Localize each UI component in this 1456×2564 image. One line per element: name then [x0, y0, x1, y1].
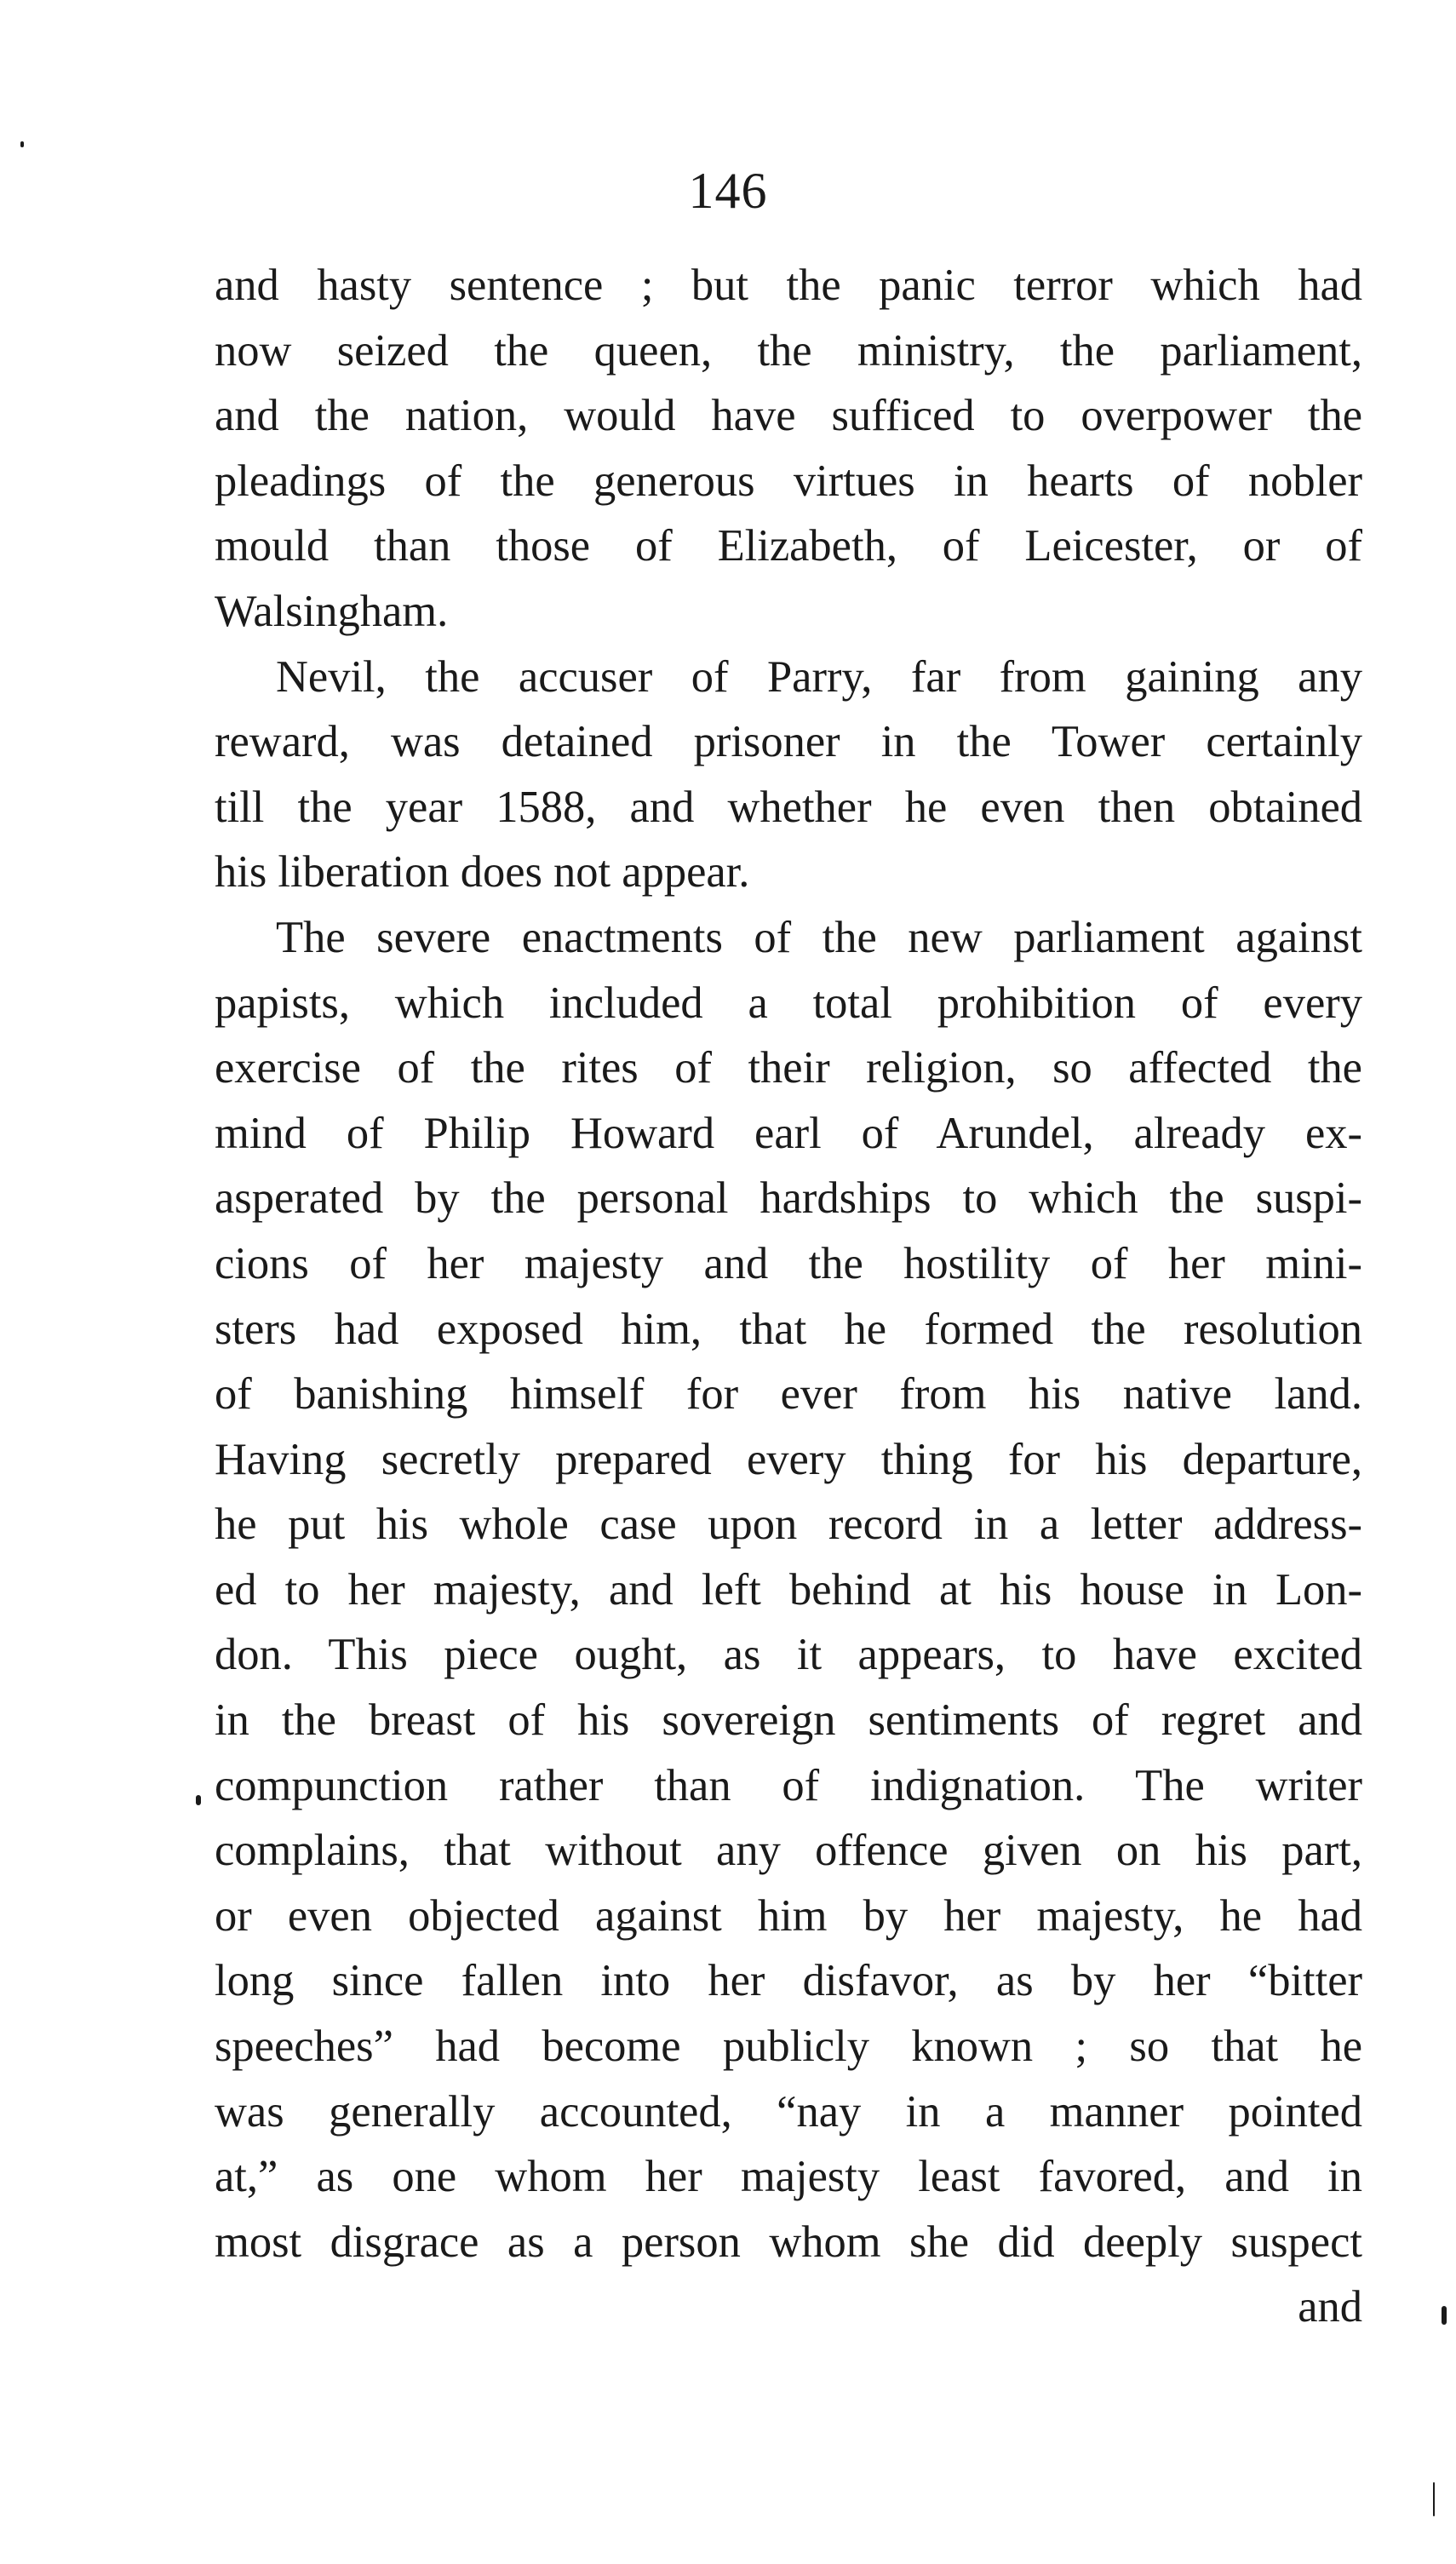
text-line: was generally accounted, “nay in a manner pointed: [215, 2086, 1362, 2137]
scan-speck: [196, 1795, 201, 1805]
paragraph: [215, 645, 1362, 905]
paragraph: [215, 253, 1362, 645]
text-line: exercise of the rites of their religion, so affected the: [215, 1043, 1362, 1093]
text-line: ed to her majesty, and left behind at his house in Lon-: [215, 1564, 1362, 1615]
text-line: his liberation does not appear.: [215, 847, 750, 898]
text-line: The severe enactments of the new parliament against: [276, 912, 1362, 962]
text-line: long since fallen into her disfavor, as by her “bitter: [215, 1956, 1362, 2006]
paragraph: [215, 905, 1362, 2274]
text-line: don. This piece ought, as it appears, to have excited: [215, 1630, 1362, 1680]
text-line: at,” as one whom her majesty least favored, and in: [215, 2152, 1362, 2202]
text-line: and hasty sentence ; but the panic terror which had: [215, 261, 1362, 310]
catchword: and: [1298, 2282, 1362, 2332]
page-number: 146: [688, 163, 768, 219]
text-line: speeches” had become publicly known ; so that he: [215, 2022, 1362, 2072]
text-line: cions of her majesty and the hostility of her mini-: [215, 1238, 1362, 1288]
text-line: or even objected against him by her majesty, he had: [215, 1890, 1362, 1941]
text-line: in the breast of his sovereign sentiments of regret and: [215, 1695, 1362, 1746]
body-text: [215, 253, 1362, 2340]
text-line: pleadings of the generous virtues in hearts of nobler: [215, 456, 1362, 506]
text-line: papists, which included a total prohibition of every: [215, 978, 1362, 1028]
text-line: complains, that without any offence given on his part,: [215, 1826, 1362, 1876]
text-line: mind of Philip Howard earl of Arundel, already ex-: [215, 1108, 1362, 1158]
text-line: Nevil, the accuser of Parry, far from gaining any: [276, 651, 1362, 702]
text-line: compunction rather than of indignation. The writer: [215, 1760, 1362, 1810]
text-line: and the nation, would have sufficed to overpower the: [215, 391, 1362, 441]
text-line: reward, was detained prisoner in the Tower certainly: [215, 717, 1362, 767]
text-line: now seized the queen, the ministry, the parliament,: [215, 325, 1362, 376]
text-line: asperated by the personal hardships to which the suspi-: [215, 1173, 1362, 1224]
text-line: of banishing himself for ever from his native land.: [215, 1369, 1362, 1420]
text-line: till the year 1588, and whether he even then obtained: [215, 782, 1362, 832]
text-line: he put his whole case upon record in a letter address-: [215, 1500, 1362, 1550]
scan-speck: [1433, 2482, 1435, 2516]
text-line: sters had exposed him, that he formed the resolution: [215, 1304, 1362, 1354]
text-line: Having secretly prepared every thing for his departure,: [215, 1434, 1362, 1484]
text-line: mould than those of Elizabeth, of Leicester, or of: [215, 521, 1362, 571]
scan-speck: [1442, 2306, 1447, 2325]
text-line: Walsingham.: [215, 586, 449, 636]
text-line: most disgrace as a person whom she did deeply suspect: [215, 2217, 1362, 2267]
scan-speck: [20, 141, 24, 147]
